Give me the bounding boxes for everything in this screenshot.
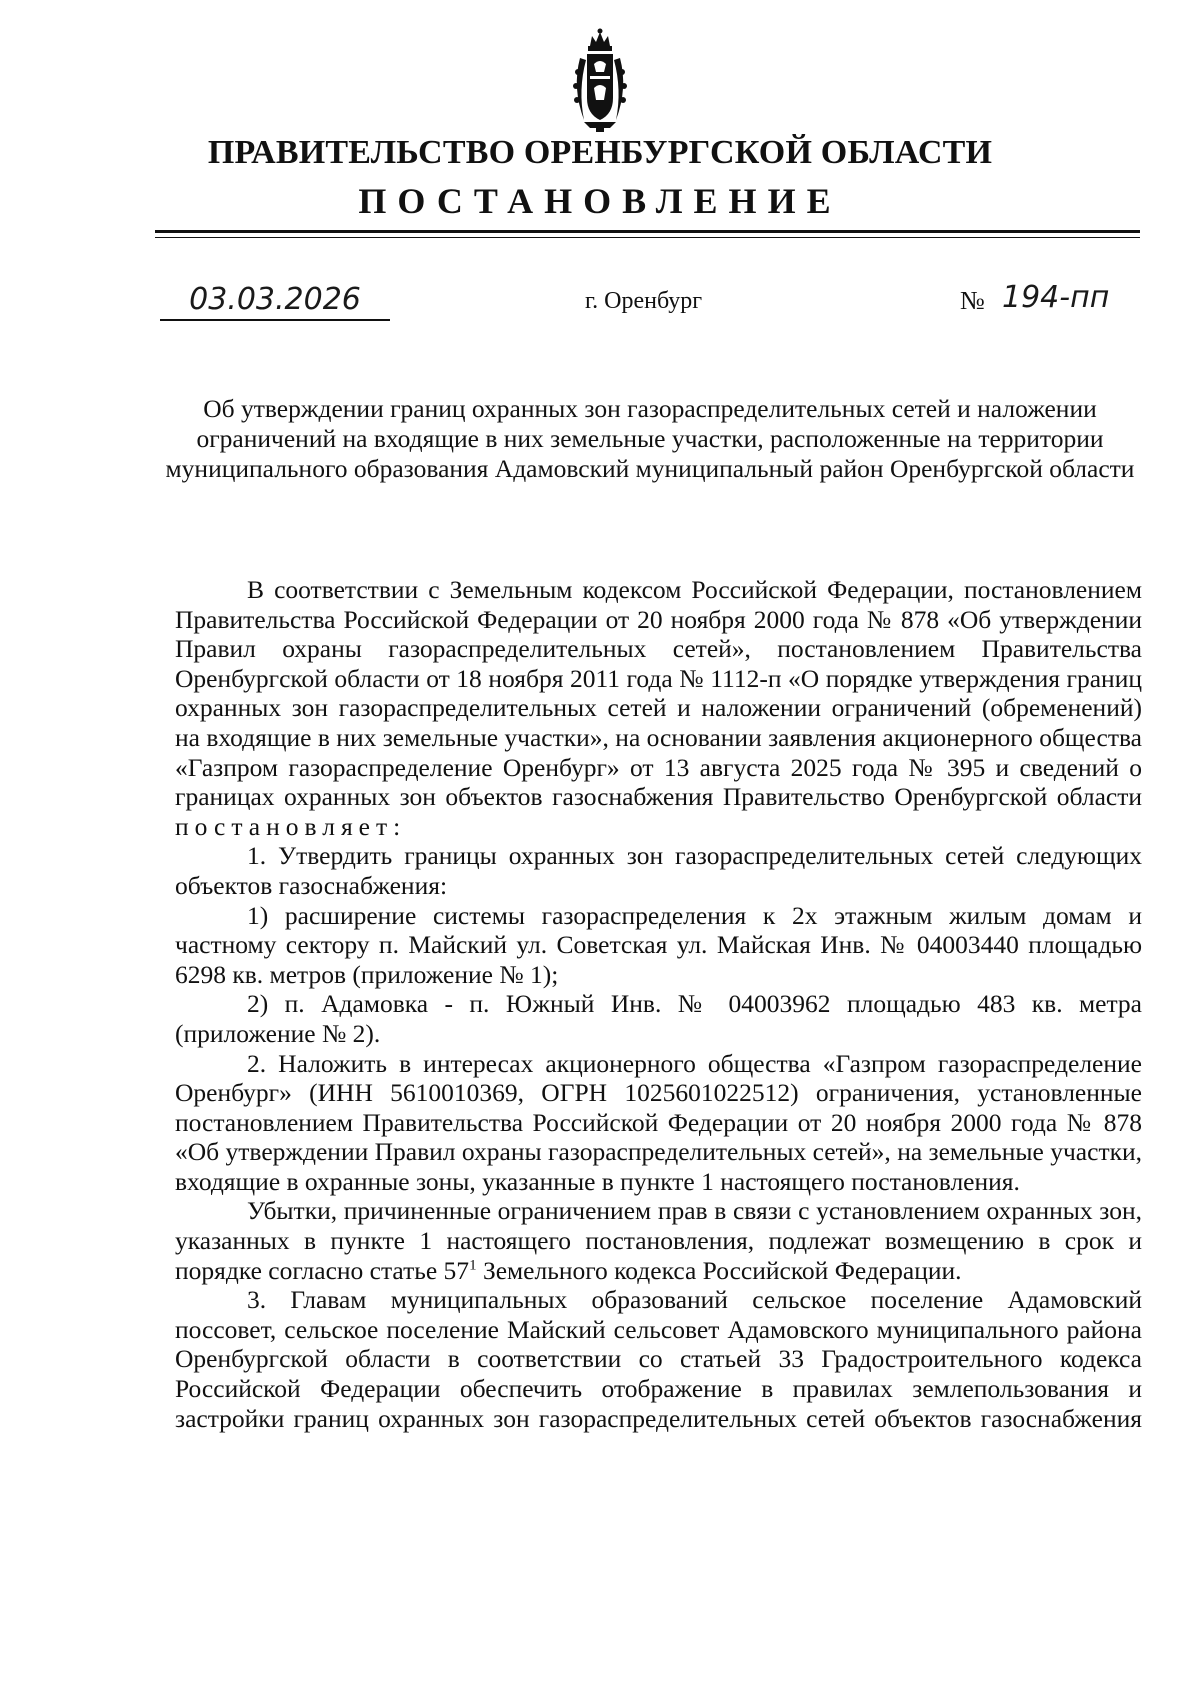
document-city: г. Оренбург bbox=[585, 288, 703, 314]
document-subject: Об утверждении границ охранных зон газораспределительных сетей и наложении ограничений на входящие в них земельные участки, расположенные на территории муниципального образования Адамовский муниципальный район Оренбургской области bbox=[165, 394, 1135, 483]
action-word: постановляет: bbox=[175, 811, 407, 841]
header-rule-thin bbox=[155, 237, 1140, 238]
document-type: ПОСТАНОВЛЕНИЕ bbox=[358, 181, 842, 221]
paragraph-1-2: 2) п. Адамовка - п. Южный Инв. № 04003962 площадью 483 кв. метра (приложение № 2). bbox=[175, 989, 1142, 1048]
paragraph-1-1: 1) расширение системы газораспределения к 2х этажным жилым домам и частному сектору п. Майский ул. Советская ул. Майская Инв. № 04003440 площадью 6298 кв. метров (приложение № 1); bbox=[175, 900, 1142, 989]
header-rule-thick bbox=[155, 230, 1140, 233]
document-body bbox=[175, 575, 1142, 1433]
paragraph-1: 1. Утвердить границы охранных зон газораспределительных сетей следующих объектов газоснабжения: bbox=[175, 841, 1142, 900]
organization-title: ПРАВИТЕЛЬСТВО ОРЕНБУРГСКОЙ ОБЛАСТИ bbox=[207, 134, 993, 171]
paragraph-2: 2. Наложить в интересах акционерного общества «Газпром газораспределение Оренбург» (ИНН 5610010369, ОГРН 1025601022512) ограничения, установленные постановлением Правительства Российской Федерации от 20 ноября 2000 года № 878 «Об утверждении Правил охраны газораспределительных сетей», на земельные участки, входящие в охранные зоны, указанные в пункте 1 настоящего постановления. bbox=[175, 1048, 1142, 1196]
paragraph-intro: В соответствии с Земельным кодексом Российской Федерации, постановлением Правительства Российской Федерации от 20 ноября 2000 года № 878 «Об утверждении Правил охраны газораспределительных сетей», постановлением Правительства Оренбургской области от 18 ноября 2011 года № 1112-п «О порядке утверждения границ охранных зон газораспределительных сетей и наложении ограничений (обременений) на входящие в них земельные участки», на основании заявления акционерного общества «Газпром газораспределение Оренбург» от 13 августа 2025 года № 395 и сведений о границах охранных зон объектов газоснабжения Правительство Оренбургской области постановляет: bbox=[175, 575, 1142, 841]
date-underline bbox=[160, 319, 390, 321]
document-number: 194-пп bbox=[1002, 280, 1110, 315]
number-sign: № bbox=[960, 286, 985, 315]
coat-of-arms-icon bbox=[570, 28, 630, 134]
paragraph-3: 3. Главам муниципальных образований сельское поселение Адамовский поссовет, сельское поселение Майский сельсовет Адамовского муниципального района Оренбургской области в соответствии со статьей 33 Градостроительного кодекса Российской Федерации обеспечить отображение в правилах землепользования и застройки границ охранных зон газораспределительных сетей объектов газоснабжения bbox=[175, 1285, 1142, 1433]
document-date: 03.03.2026 bbox=[189, 282, 361, 317]
paragraph-2-losses: Убытки, причиненные ограничением прав в связи с установлением охранных зон, указанных в пункте 1 настоящего постановления, подлежат возмещению в срок и порядке согласно статье $57^1$ Земельного кодекса Российской Федерации. bbox=[175, 1196, 1142, 1285]
